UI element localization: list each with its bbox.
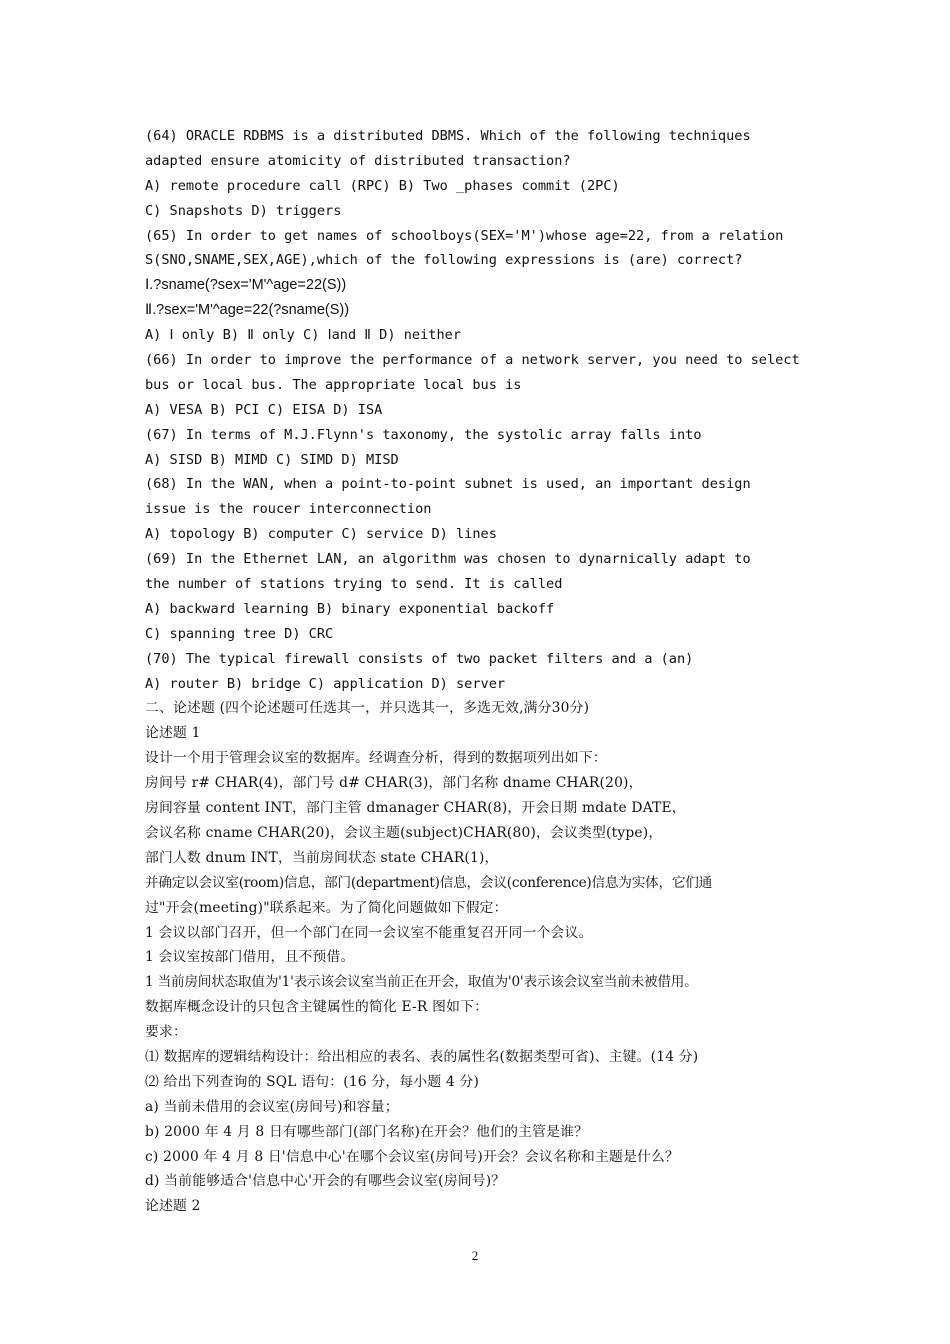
text-line: A) remote procedure call (RPC) B) Two _phases commit (2PC) [145,177,620,194]
text-line: 1 当前房间状态取值为'1'表示该会议室当前正在开会，取值为'0'表示该会议室当前未被借用。 [145,974,698,991]
document-body [145,124,825,1219]
text-line: S(SNO,SNAME,SEX,AGE),which of the following expressions is (are) correct? [145,252,743,269]
essay-title: 论述题 1 [145,725,201,742]
text-line: c) 2000 年 4 月 8 日'信息中心'在哪个会议室(房间号)开会？会议名称和主题是什么？ [145,1148,679,1165]
text-line: C) Snapshots D) triggers [145,202,342,219]
text-line: A) topology B) computer C) service D) lines [145,526,497,543]
text-line: 部门人数 dnum INT，当前房间状态 state CHAR(1)， [145,849,499,866]
text-line: 会议名称 cname CHAR(20)，会议主题(subject)CHAR(80)，会议类型(type)， [145,824,663,841]
text-line: (64) ORACLE RDBMS is a distributed DBMS. Which of the following techniques [145,128,751,144]
text-line: 要求： [145,1024,187,1041]
text-line: the number of stations trying to send. It is called [145,576,563,593]
text-line: (65) In order to get names of schoolboys(SEX='M')whose age=22, from a relation [145,227,784,244]
text-line: A) Ⅰ only B) Ⅱ only C) Ⅰand Ⅱ D) neither [145,327,462,344]
text-line: d) 当前能够适合'信息中心'开会的有哪些会议室(房间号)？ [145,1173,506,1190]
text-line: Ⅰ.?sname(?sex='M'^age=22(S)) [145,277,347,294]
section-heading: 二、论述题 (四个论述题可任选其一，并只选其一，多选无效,满分30分) [145,700,590,717]
text-line: A) VESA B) PCI C) EISA D) ISA [145,401,383,418]
text-line: ⑴ 数据库的逻辑结构设计：给出相应的表名、表的属性名(数据类型可省)、主键。(14 分) [145,1048,699,1065]
text-line: ⑵ 给出下列查询的 SQL 语句：(16 分，每小题 4 分) [145,1073,480,1090]
text-line: 房间号 r# CHAR(4)，部门号 d# CHAR(3)，部门名称 dname CHAR(20)， [145,775,643,792]
page-number: 2 [471,1248,479,1263]
text-line: 过"开会(meeting)"联系起来。为了简化问题做如下假定： [145,899,508,916]
text-line: bus or local bus. The appropriate local bus is [145,376,522,393]
text-line: C) spanning tree D) CRC [145,625,334,642]
text-line: b) 2000 年 4 月 8 日有哪些部门(部门名称)在开会？他们的主管是谁？ [145,1123,589,1140]
essay-title: 论述题 2 [145,1198,201,1215]
text-line: 数据库概念设计的只包含主键属性的简化 E-R 图如下： [145,999,489,1016]
text-line: (68) In the WAN, when a point-to-point subnet is used, an important design [145,476,751,493]
text-line: 并确定以会议室(room)信息，部门(department)信息，会议(conference)信息为实体，它们通 [145,874,713,891]
text-line: adapted ensure atomicity of distributed transaction? [145,152,571,169]
text-line: A) SISD B) MIMD C) SIMD D) MISD [145,451,399,468]
text-line: (66) In order to improve the performance of a network server, you need to select [145,352,800,369]
text-line: Ⅱ.?sex='M'^age=22(?sname(S)) [145,302,350,319]
text-line: 1 会议以部门召开，但一个部门在同一会议室不能重复召开同一个会议。 [145,924,593,941]
text-line: 设计一个用于管理会议室的数据库。经调查分析，得到的数据项列出如下： [145,750,607,767]
text-line: (69) In the Ethernet LAN, an algorithm was chosen to dynarnically adapt to [145,551,751,568]
text-line: 房间容量 content INT，部门主管 dmanager CHAR(8)，开会日期 mdate DATE， [145,800,686,817]
text-line: a) 当前未借用的会议室(房间号)和容量； [145,1098,399,1115]
text-line: (70) The typical firewall consists of two packet filters and a (an) [145,650,694,667]
text-line: A) router B) bridge C) application D) server [145,675,506,692]
text-line: (67) In terms of M.J.Flynn's taxonomy, the systolic array falls into [145,426,702,443]
text-line: 1 会议室按部门借用，且不预借。 [145,949,355,966]
text-line: issue is the roucer interconnection [145,501,432,518]
text-line: A) backward learning B) binary exponential backoff [145,600,555,617]
